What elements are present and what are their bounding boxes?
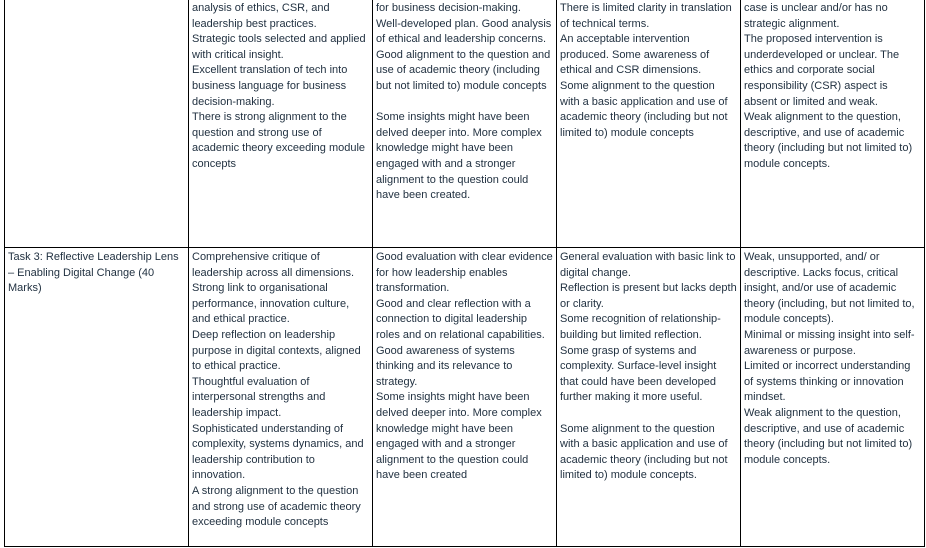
task-title: Task 3: Reflective Leadership Lens – Enabling Digital Change (40 Marks) xyxy=(8,251,179,295)
task-cell xyxy=(5,0,189,248)
criteria-cell-distinction: Comprehensive critique of leadership across all dimensions. Strong link to organisational performance, innovation culture, and ethical practice. Deep reflection on leadership purpose in digital contexts, aligned to ethical practice. Thoughtful evaluation of interpersonal strengths and leadership impact. Sophisticated understanding of complexity, systems dynamics, and leadership contribution to innovation. A strong alignment to the question and strong use of academic theory exceeding module concepts xyxy=(189,248,373,547)
task-cell xyxy=(5,248,189,547)
table-row xyxy=(5,248,925,547)
criteria-cell-pass: There is limited clarity in translation of technical terms. An acceptable intervention produced. Some awareness of ethical and CSR dimensions. Some alignment to the question with a basic application and use of academic theory (including but not limited to) module concepts xyxy=(557,0,741,248)
criteria-cell-merit: Good evaluation with clear evidence for how leadership enables transformation. Good and clear reflection with a connection to digital leadership roles and on relational capabilities. Good awareness of systems thinking and its relevance to strategy. Some insights might have been delved deeper into. More complex knowledge might have been engaged with and a stronger alignment to the question could have been created xyxy=(373,248,557,547)
criteria-cell-merit: for business decision-making. Well-developed plan. Good analysis of ethical and leadership concerns. Good alignment to the question and use of academic theory (including but not limited to) module concepts Some insights might have been delved deeper into. More complex knowledge might have been engaged with and a stronger alignment to the question could have been created. xyxy=(373,0,557,248)
table-row xyxy=(5,0,925,248)
criteria-cell-fail: case is unclear and/or has no strategic alignment. The proposed intervention is underdeveloped or unclear. The ethics and corporate social responsibility (CSR) aspect is absent or limited and weak. Weak alignment to the question, descriptive, and use of academic theory (including but not limited to) module concepts. xyxy=(741,0,925,248)
criteria-cell-distinction: analysis of ethics, CSR, and leadership best practices. Strategic tools selected and applied with critical insight. Excellent translation of tech into business language for business decision-making. There is strong alignment to the question and strong use of academic theory exceeding module concepts xyxy=(189,0,373,248)
criteria-cell-fail: Weak, unsupported, and/ or descriptive. Lacks focus, critical insight, and/or use of academic theory (including, but not limited to, module concepts). Minimal or missing insight into self-awareness or purpose. Limited or incorrect understanding of systems thinking or innovation mindset. Weak alignment to the question, descriptive, and use of academic theory (including but not limited to) module concepts. xyxy=(741,248,925,547)
criteria-cell-pass: General evaluation with basic link to digital change. Reflection is present but lacks depth or clarity. Some recognition of relationship-building but limited reflection. Some grasp of systems and complexity. Surface-level insight that could have been developed further making it more useful. Some alignment to the question with a basic application and use of academic theory (including but not limited to) module concepts. xyxy=(557,248,741,547)
marking-rubric-table xyxy=(4,0,925,547)
